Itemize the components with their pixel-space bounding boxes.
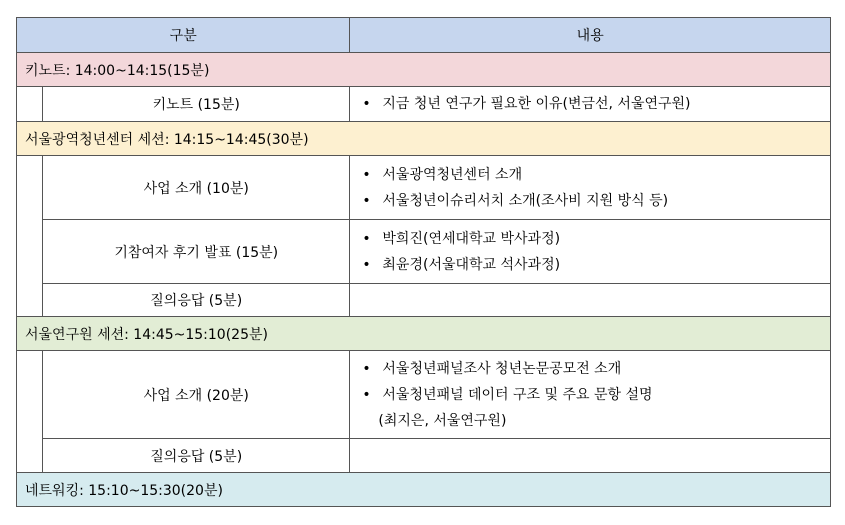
row-name: 기참여자 후기 발표 (15분) — [43, 220, 350, 284]
section-title: 네트워킹: 15:10~15:30(20분) — [17, 473, 831, 507]
list-item: • 서울청년이슈리서치 소개(조사비 지원 방식 등) — [356, 188, 824, 214]
row-content — [350, 351, 831, 439]
row-content — [350, 439, 831, 473]
row-name: 질의응답 (5분) — [43, 284, 350, 317]
list-item: • 지금 청년 연구가 필요한 이유(변금선, 서울연구원) — [356, 91, 824, 117]
row-name: 사업 소개 (10분) — [43, 156, 350, 220]
list-item: • 서울청년패널 데이터 구조 및 주요 문항 설명 — [356, 382, 824, 408]
row-content — [350, 156, 831, 220]
row-name: 질의응답 (5분) — [43, 439, 350, 473]
table-row — [17, 87, 831, 122]
row-content — [350, 284, 831, 317]
section-seoul-institute — [17, 317, 831, 351]
section-networking — [17, 473, 831, 507]
section-keynote — [17, 53, 831, 87]
table-row — [17, 284, 831, 317]
section-title: 서울광역청년센터 세션: 14:15~14:45(30분) — [17, 122, 831, 156]
list-item-continuation: (최지은, 서울연구원) — [378, 412, 507, 429]
header-content: 내용 — [350, 18, 831, 53]
header-row — [17, 18, 831, 53]
section-title: 키노트: 14:00~14:15(15분) — [17, 53, 831, 87]
row-name: 키노트 (15분) — [43, 87, 350, 122]
header-category: 구분 — [17, 18, 350, 53]
row-content — [350, 220, 831, 284]
table-row — [17, 220, 831, 284]
row-content — [350, 87, 831, 122]
table-row — [17, 439, 831, 473]
section-seoul-youth-center — [17, 122, 831, 156]
row-name: 사업 소개 (20분) — [43, 351, 350, 439]
list-item: • 서울광역청년센터 소개 — [356, 162, 824, 188]
table-row — [17, 351, 831, 439]
table-row — [17, 156, 831, 220]
schedule-table — [16, 17, 831, 507]
list-item: • 최윤경(서울대학교 석사과정) — [356, 252, 824, 278]
list-item: • 박희진(연세대학교 박사과정) — [356, 226, 824, 252]
list-item: • 서울청년패널조사 청년논문공모전 소개 — [356, 356, 824, 382]
section-title: 서울연구원 세션: 14:45~15:10(25분) — [17, 317, 831, 351]
